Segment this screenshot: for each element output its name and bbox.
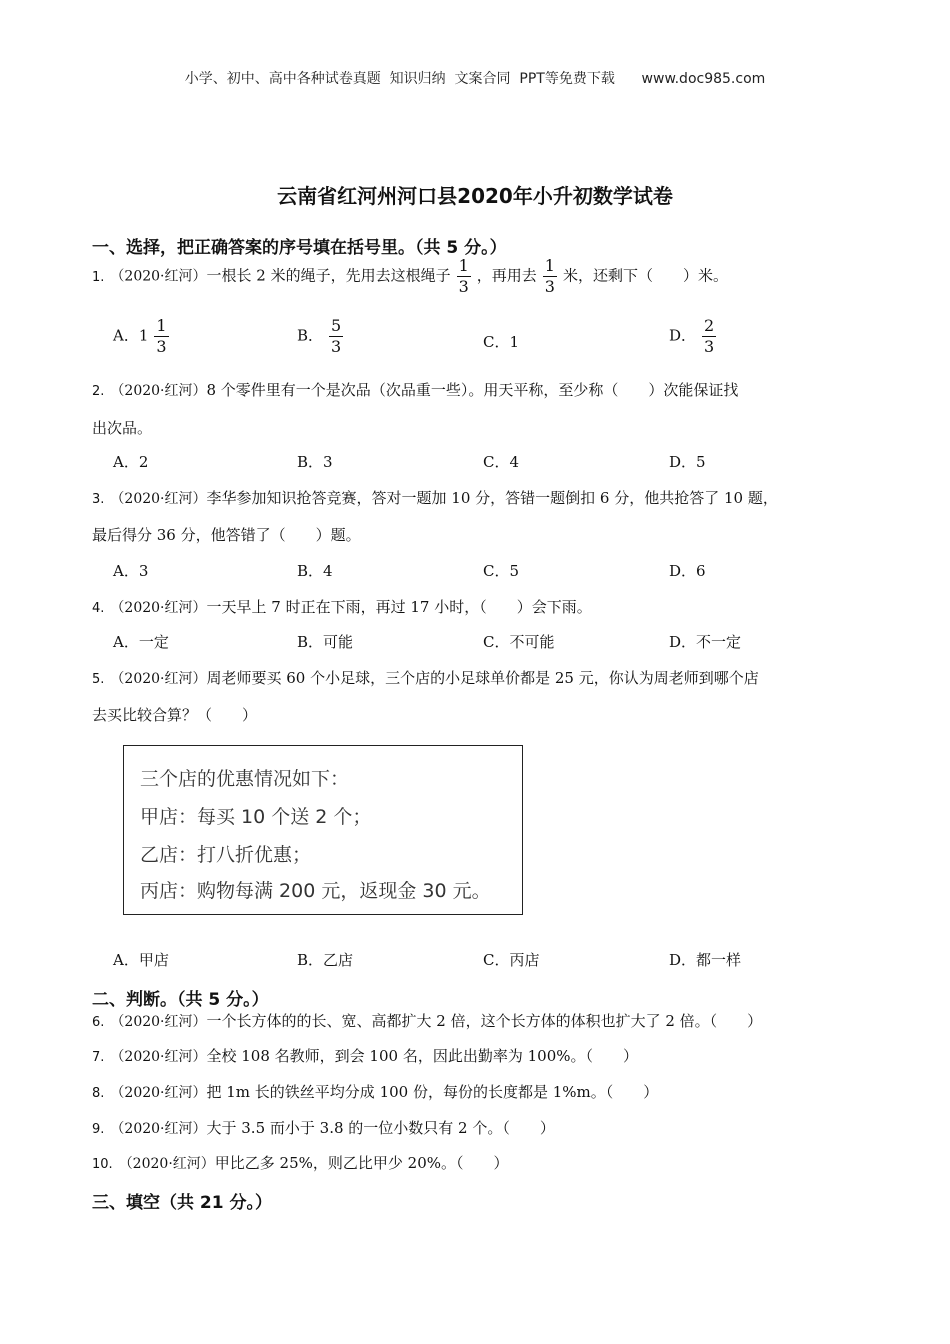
question-number: 10. bbox=[92, 1157, 113, 1172]
question-3 bbox=[92, 487, 778, 508]
question-number: 2. bbox=[92, 384, 105, 399]
option-d[interactable]: D．不一定 bbox=[669, 633, 742, 651]
denominator: 3 bbox=[458, 277, 469, 296]
denominator: 3 bbox=[704, 337, 715, 356]
question-8 bbox=[92, 1081, 658, 1102]
option-d[interactable]: D．6 bbox=[669, 562, 706, 580]
fraction bbox=[329, 318, 343, 355]
option-label: B． bbox=[297, 326, 324, 345]
question-number: 3. bbox=[92, 492, 105, 507]
question-text: ，再用去 bbox=[476, 266, 537, 285]
fraction bbox=[154, 318, 168, 355]
question-text: 全校 108 名教师，到会 100 名，因此出勤率为 100%。（ ） bbox=[206, 1047, 638, 1065]
question-source: （2020·红河） bbox=[110, 1085, 207, 1101]
option-b[interactable] bbox=[297, 318, 349, 355]
question-text: 8 个零件里有一个是次品（次品重一些）。用天平称，至少称（ ）次能保证找 bbox=[206, 381, 739, 399]
question-text: 甲比乙多 25%，则乙比甲少 20%。（ ） bbox=[214, 1154, 509, 1172]
option-c[interactable]: C．1 bbox=[483, 333, 520, 351]
option-d[interactable]: D．5 bbox=[669, 453, 706, 471]
page-title: 云南省红河州河口县2020年小升初数学试卷 bbox=[277, 184, 673, 208]
question-text: 米，还剩下（ ）米。 bbox=[562, 266, 728, 285]
option-b[interactable]: B．4 bbox=[297, 562, 333, 580]
fraction bbox=[702, 318, 716, 355]
box-line: 丙店：购物每满 200 元，返现金 30 元。 bbox=[140, 880, 491, 902]
denominator: 3 bbox=[544, 277, 555, 296]
question-text: 把 1m 长的铁丝平均分成 100 份，每份的长度都是 1%m。（ ） bbox=[206, 1083, 659, 1101]
question-source: （2020·红河） bbox=[118, 1156, 215, 1172]
question-2 bbox=[92, 379, 738, 400]
box-line: 乙店：打八折优惠； bbox=[140, 844, 312, 866]
fraction bbox=[457, 258, 471, 295]
option-b[interactable]: B．乙店 bbox=[297, 951, 354, 969]
numerator: 2 bbox=[704, 316, 715, 335]
question-1 bbox=[92, 258, 728, 295]
option-a[interactable]: A．一定 bbox=[113, 633, 169, 651]
box-line: 三个店的优惠情况如下： bbox=[140, 768, 350, 790]
numerator: 1 bbox=[544, 256, 555, 275]
question-source: （2020·红河） bbox=[110, 1014, 207, 1030]
option-b[interactable]: B．可能 bbox=[297, 633, 354, 651]
option-c[interactable]: C．丙店 bbox=[483, 951, 540, 969]
question-number: 6. bbox=[92, 1015, 105, 1030]
question-text: 一个长方体的的长、宽、高都扩大 2 倍，这个长方体的体积也扩大了 2 倍。（ ） bbox=[206, 1012, 763, 1030]
option-c[interactable]: C．5 bbox=[483, 562, 520, 580]
numerator: 5 bbox=[331, 316, 342, 335]
question-source: （2020·红河） bbox=[110, 671, 207, 687]
question-source: （2020·红河） bbox=[110, 1049, 207, 1065]
option-a[interactable]: A．2 bbox=[113, 453, 149, 471]
section-heading-choice: 一、选择，把正确答案的序号填在括号里。（共 5 分。） bbox=[92, 238, 507, 258]
question-5-cont: 去买比较合算？（ ） bbox=[92, 706, 258, 724]
question-6 bbox=[92, 1010, 762, 1031]
denominator: 3 bbox=[331, 337, 342, 356]
question-number: 5. bbox=[92, 672, 105, 687]
mixed-whole: 1 bbox=[138, 326, 149, 345]
question-source: （2020·红河） bbox=[110, 600, 207, 616]
box-line: 甲店：每买 10 个送 2 个； bbox=[140, 806, 372, 828]
option-d[interactable] bbox=[669, 318, 722, 355]
section-heading-judge: 二、判断。（共 5 分。） bbox=[92, 990, 269, 1010]
question-5 bbox=[92, 667, 759, 688]
option-d[interactable]: D．都一样 bbox=[669, 951, 742, 969]
discount-info-box bbox=[123, 745, 523, 915]
option-c[interactable]: C．4 bbox=[483, 453, 520, 471]
question-text: 一根长 2 米的绳子，先用去这根绳子 bbox=[206, 266, 451, 285]
question-number: 1. bbox=[92, 269, 105, 285]
question-7 bbox=[92, 1045, 638, 1066]
question-text: 一天早上 7 时正在下雨，再过 17 小时，（ ）会下雨。 bbox=[206, 598, 592, 616]
question-text: 李华参加知识抢答竞赛，答对一题加 10 分，答错一题倒扣 6 分，他共抢答了 10 题， bbox=[206, 489, 778, 507]
question-10 bbox=[92, 1152, 509, 1173]
question-number: 9. bbox=[92, 1122, 105, 1137]
question-number: 7. bbox=[92, 1050, 105, 1065]
numerator: 1 bbox=[458, 256, 469, 275]
question-source: （2020·红河） bbox=[110, 268, 207, 285]
option-label: A． bbox=[113, 326, 139, 345]
numerator: 1 bbox=[156, 316, 167, 335]
option-a[interactable]: A．甲店 bbox=[113, 951, 169, 969]
question-9 bbox=[92, 1117, 555, 1138]
fraction bbox=[543, 258, 557, 295]
option-a[interactable] bbox=[113, 318, 175, 355]
question-source: （2020·红河） bbox=[110, 491, 207, 507]
option-label: D． bbox=[669, 326, 697, 345]
question-2-cont: 出次品。 bbox=[92, 419, 153, 437]
question-source: （2020·红河） bbox=[110, 383, 207, 399]
question-text: 大于 3.5 而小于 3.8 的一位小数只有 2 个。（ ） bbox=[206, 1119, 555, 1137]
option-c[interactable]: C．不可能 bbox=[483, 633, 555, 651]
question-3-cont: 最后得分 36 分，他答错了（ ）题。 bbox=[92, 526, 361, 544]
site-header: 小学、初中、高中各种试卷真题 知识归纳 文案合同 PPT等免费下载 www.doc985.com bbox=[184, 71, 766, 87]
question-number: 8. bbox=[92, 1086, 105, 1101]
question-text: 周老师要买 60 个小足球，三个店的小足球单价都是 25 元，你认为周老师到哪个店 bbox=[206, 669, 759, 687]
option-a[interactable]: A．3 bbox=[113, 562, 149, 580]
question-source: （2020·红河） bbox=[110, 1121, 207, 1137]
denominator: 3 bbox=[156, 337, 167, 356]
question-number: 4. bbox=[92, 601, 105, 616]
question-4 bbox=[92, 596, 592, 617]
section-heading-fill: 三、填空（共 21 分。） bbox=[92, 1193, 272, 1213]
option-b[interactable]: B．3 bbox=[297, 453, 333, 471]
